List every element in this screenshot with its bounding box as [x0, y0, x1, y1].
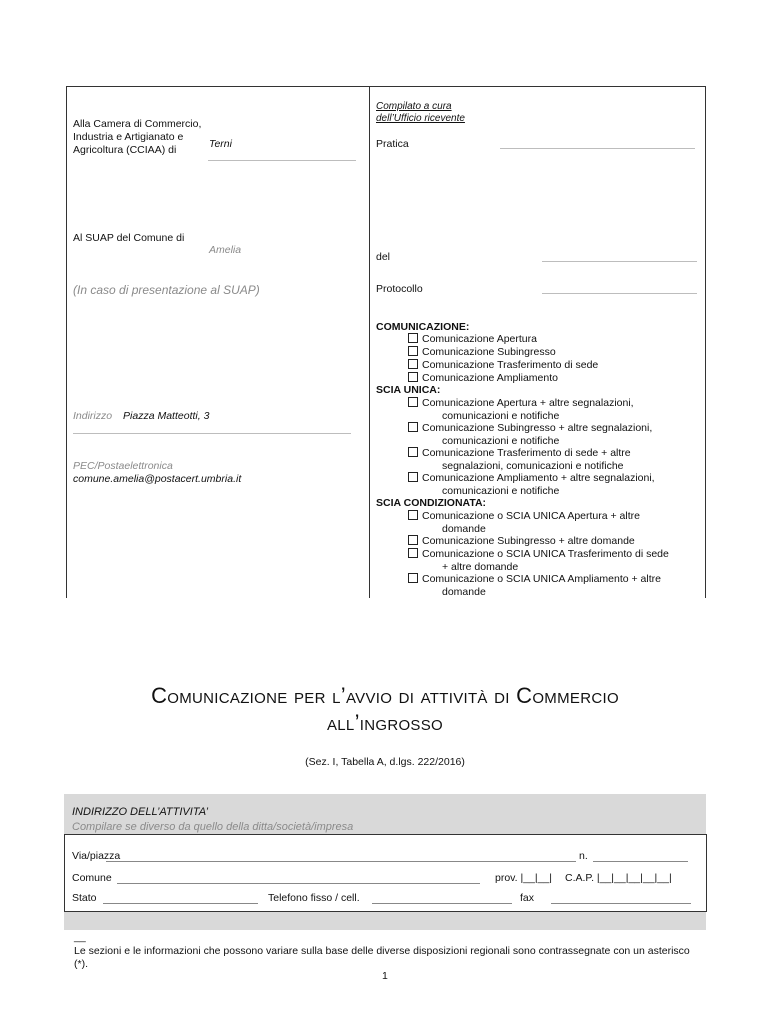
checkbox-comunicazione-trasferimento[interactable]: Comunicazione Trasferimento di sede — [408, 359, 703, 372]
pratica-line — [500, 148, 695, 149]
footnote-text: Le sezioni e le informazioni che possono variare sulla base delle diverse disposizioni regionali sono contrassegnate con un asterisco (*). — [74, 945, 690, 970]
via-label: Via/piazza — [72, 850, 121, 862]
indirizzo-label: Indirizzo — [73, 410, 113, 422]
page-number: 1 — [382, 970, 388, 982]
scia-condizionata-title: SCIA CONDIZIONATA: — [376, 497, 487, 509]
comune-label: Comune — [72, 872, 112, 884]
pratica-label: Pratica — [376, 138, 409, 150]
comunicazione-title: COMUNICAZIONE: — [376, 321, 470, 333]
prov-field[interactable]: prov. |__|__| — [495, 872, 553, 884]
cap-field[interactable]: C.A.P. |__|__|__|__|__| — [565, 872, 672, 884]
checkbox-scia-subingresso[interactable]: Comunicazione Subingresso + altre segnalazioni, comunicazioni e notifiche — [408, 422, 703, 447]
telefono-input[interactable] — [372, 903, 512, 904]
indirizzo-value: Piazza Matteotti, 3 — [123, 410, 210, 422]
via-input[interactable] — [106, 861, 576, 862]
checkbox-cond-subingresso[interactable]: Comunicazione Subingresso + altre domande — [408, 535, 703, 548]
protocollo-line — [542, 293, 697, 294]
comune-input[interactable] — [117, 883, 480, 884]
suap-value: Amelia — [209, 244, 242, 256]
checkbox-icon — [408, 346, 418, 356]
title-line-2: all’ingrosso — [326, 710, 444, 735]
telefono-label: Telefono fisso / cell. — [268, 892, 360, 904]
checkbox-cond-ampliamento[interactable]: Comunicazione o SCIA UNICA Ampliamento + altre domande — [408, 573, 703, 598]
protocollo-label: Protocollo — [376, 283, 423, 295]
footnote-mark: __ — [74, 931, 86, 943]
checkbox-icon — [408, 510, 418, 520]
checkbox-comunicazione-apertura[interactable]: Comunicazione Apertura — [408, 333, 703, 346]
numero-input[interactable] — [593, 861, 688, 862]
del-line — [542, 261, 697, 262]
stato-input[interactable] — [103, 903, 258, 904]
address-section-note: Compilare se diverso da quello della ditta/società/impresa — [72, 821, 354, 833]
page-subtitle: (Sez. I, Tabella A, d.lgs. 222/2016) — [305, 756, 465, 768]
indirizzo-underline — [73, 433, 351, 434]
office-header: Compilato a cura dell’Ufficio ricevente — [376, 101, 465, 124]
cciaa-label: Alla Camera di Commercio, Industria e Artigianato e Agricoltura (CCIAA) di — [73, 118, 202, 156]
del-label: del — [376, 251, 391, 263]
checkbox-icon — [408, 372, 418, 382]
cciaa-value: Terni — [209, 138, 232, 150]
address-section-footer — [64, 912, 706, 930]
pec-label: PEC/Postaelettronica — [73, 460, 173, 472]
suap-note: (In caso di presentazione al SUAP) — [73, 283, 260, 297]
numero-label: n. — [579, 850, 588, 862]
fax-label: fax — [520, 892, 535, 904]
page-title — [40, 682, 730, 736]
stato-label: Stato — [72, 892, 97, 904]
indirizzo-row — [73, 410, 209, 422]
checkbox-scia-trasferimento[interactable]: Comunicazione Trasferimento di sede + altre segnalazioni, comunicazioni e notifiche — [408, 447, 703, 472]
checkbox-icon — [408, 472, 418, 482]
fax-input[interactable] — [551, 903, 691, 904]
checkbox-icon — [408, 422, 418, 432]
checkbox-icon — [408, 447, 418, 457]
checkbox-cond-trasferimento[interactable]: Comunicazione o SCIA UNICA Trasferimento di sede + altre domande — [408, 548, 703, 573]
checkbox-icon — [408, 397, 418, 407]
checkbox-comunicazione-ampliamento[interactable]: Comunicazione Ampliamento — [408, 372, 703, 385]
checkbox-comunicazione-subingresso[interactable]: Comunicazione Subingresso — [408, 346, 703, 359]
suap-label: Al SUAP del Comune di — [73, 232, 185, 244]
checkbox-icon — [408, 548, 418, 558]
checkbox-icon — [408, 359, 418, 369]
pec-value: comune.amelia@postacert.umbria.it — [73, 473, 242, 485]
checkbox-cond-apertura[interactable]: Comunicazione o SCIA UNICA Apertura + altre domande — [408, 510, 703, 535]
checkbox-scia-apertura[interactable]: Comunicazione Apertura + altre segnalazioni, comunicazioni e notifiche — [408, 397, 703, 422]
cciaa-underline — [208, 160, 356, 161]
checkbox-icon — [408, 535, 418, 545]
checkbox-icon — [408, 573, 418, 583]
title-line-1: Comunicazione per l’avvio di attività di Commercio — [151, 683, 619, 708]
checkbox-scia-ampliamento[interactable]: Comunicazione Ampliamento + altre segnalazioni, comunicazioni e notifiche — [408, 472, 703, 497]
address-form — [64, 834, 707, 912]
address-section-title: INDIRIZZO DELL’ATTIVITA’ — [72, 806, 209, 818]
scia-unica-title: SCIA UNICA: — [376, 384, 441, 396]
checkbox-icon — [408, 333, 418, 343]
address-section-header — [64, 794, 706, 834]
